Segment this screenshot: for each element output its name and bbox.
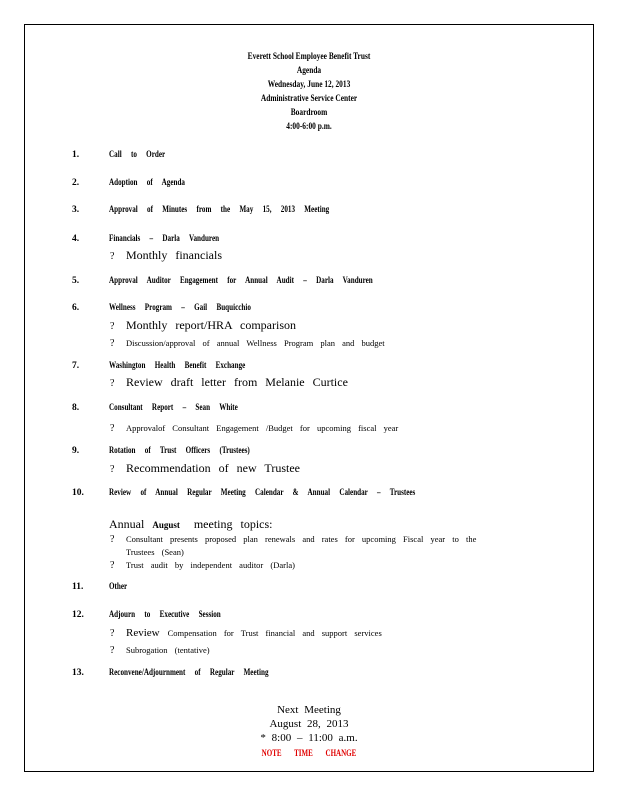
sub-item: ? Monthly financials (110, 248, 222, 262)
item-number: 1. (72, 150, 80, 160)
item-title: Call to Order (109, 150, 166, 160)
bullet-icon: ? (110, 423, 115, 434)
sub-item: ? Monthly report/HRA comparison (110, 318, 296, 332)
item-number: 11. (72, 582, 84, 592)
bullet-icon: ? (110, 645, 115, 656)
item-title: Reconvene/Adjournment of Regular Meeting (109, 668, 269, 678)
page-border (24, 24, 594, 772)
bullet-icon: ? (110, 251, 115, 262)
meeting-room: Boardroom (290, 108, 328, 118)
item-number: 13. (72, 668, 84, 678)
bullet-icon: ? (110, 378, 115, 389)
item-title: Approval Auditor Engagement for Annual Audit – Darla Vanduren (109, 276, 373, 286)
item-number: 3. (72, 205, 80, 215)
item-number: 9. (72, 446, 80, 456)
sub-item-continued: Trustees (Sean) (126, 547, 184, 557)
bullet-icon: ? (110, 321, 115, 332)
next-meeting-date: August 28, 2013 (269, 718, 349, 730)
topics-intro: Annual August meeting topics: (109, 517, 273, 531)
item-title: Financials – Darla Vanduren (109, 234, 220, 244)
item-title: Adoption of Agenda (109, 178, 185, 188)
item-number: 4. (72, 234, 80, 244)
sub-item: ? Subrogation (tentative) (110, 645, 210, 656)
sub-item: ? Recommendation of new Trustee (110, 461, 300, 475)
next-meeting-label: Next Meeting (277, 704, 341, 716)
item-number: 6. (72, 303, 80, 313)
item-title: Approval of Minutes from the May 15, 2013 Meeting (109, 205, 330, 215)
item-title: Washington Health Benefit Exchange (109, 361, 246, 371)
sub-item: ? Discussion/approval of annual Wellness Program plan and budget (110, 338, 385, 349)
time-change-note: NOTE TIME CHANGE (261, 748, 357, 758)
item-number: 7. (72, 361, 80, 371)
meeting-time: 4:00-6:00 p.m. (286, 122, 332, 132)
sub-item: ? Consultant presents proposed plan renewals and rates for upcoming Fiscal year to the (110, 534, 477, 545)
item-title: Adjourn to Executive Session (109, 610, 221, 620)
sub-item: ? Review Compensation for Trust financial and support services (110, 627, 382, 639)
item-title: Consultant Report – Sean White (109, 403, 238, 413)
sub-item: ? Review draft letter from Melanie Curtice (110, 375, 348, 389)
item-title: Rotation of Trust Officers (Trustees) (109, 446, 250, 456)
bullet-icon: ? (110, 534, 115, 545)
item-number: 10. (72, 488, 84, 498)
item-number: 5. (72, 276, 80, 286)
bullet-icon: ? (110, 464, 115, 475)
item-title: Other (109, 582, 128, 592)
bullet-icon: ? (110, 338, 115, 349)
meeting-date: Wednesday, June 12, 2013 (267, 80, 351, 90)
meeting-location: Administrative Service Center (260, 94, 358, 104)
bullet-icon: ? (110, 560, 115, 571)
item-number: 2. (72, 178, 80, 188)
next-meeting-time: * 8:00 – 11:00 a.m. (260, 732, 358, 744)
bullet-icon: ? (110, 628, 115, 639)
item-number: 8. (72, 403, 80, 413)
sub-item: ? Trust audit by independent auditor (Darla) (110, 560, 295, 571)
doc-title: Agenda (296, 66, 322, 76)
item-title: Wellness Program – Gail Buquicchio (109, 303, 251, 313)
item-title: Review of Annual Regular Meeting Calendar & Annual Calendar – Trustees (109, 488, 416, 498)
item-number: 12. (72, 610, 84, 620)
sub-item: ? Approvalof Consultant Engagement /Budget for upcoming fiscal year (110, 423, 399, 434)
org-title: Everett School Employee Benefit Trust (247, 52, 371, 62)
